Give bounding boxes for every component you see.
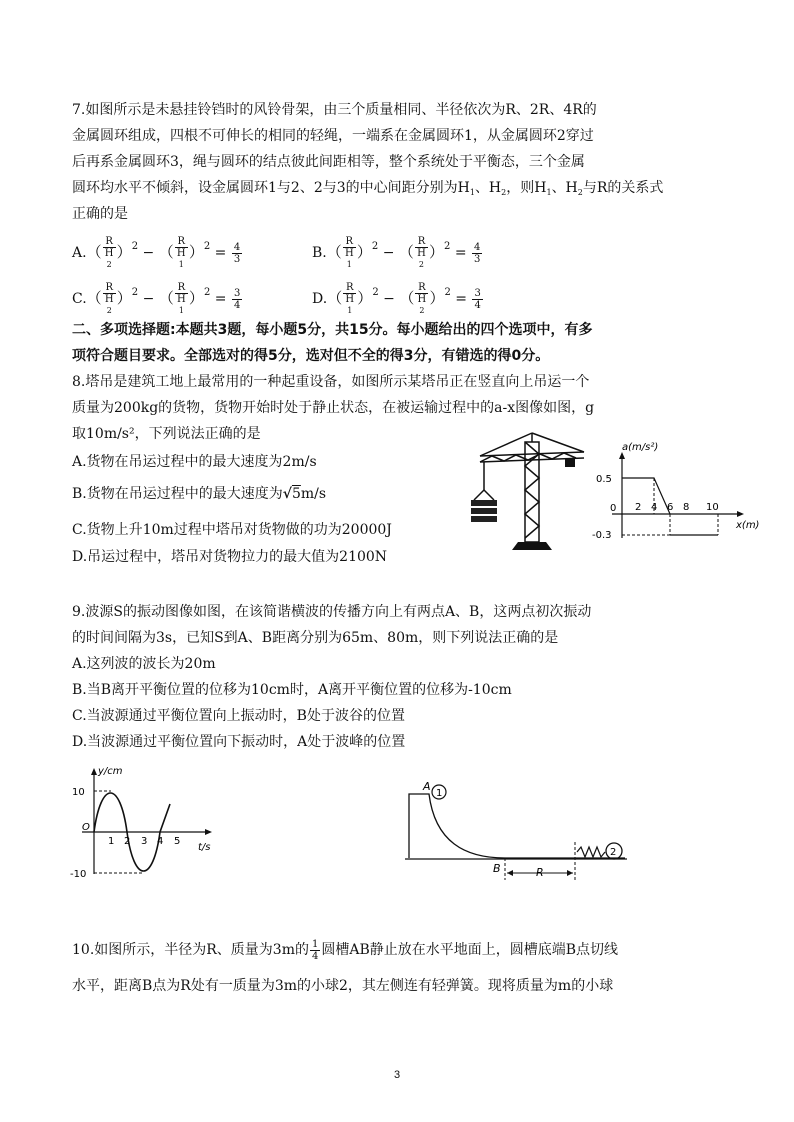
tower-crane-figure bbox=[462, 430, 587, 555]
graph-xlabel: x(m) bbox=[736, 520, 760, 531]
q10-line-2: 水平，距离B点为R处有一质量为3m的小球2，其左侧连有轻弹簧。现将质量为m的小球 bbox=[72, 978, 614, 994]
vibration-x-tick: 5 bbox=[174, 836, 181, 847]
point-b-label: B bbox=[493, 862, 501, 875]
vibration-x-tick: 4 bbox=[157, 836, 164, 847]
vibration-graph bbox=[68, 762, 228, 882]
q10-line-1: 10.如图所示，半径为R、质量为3m的 $\frac{1}{4}$ 圆槽AB静止放在水平地面上，圆槽底端B点切线 bbox=[72, 938, 619, 962]
distance-r-label: R bbox=[536, 866, 544, 879]
q7-line-2: 金属圆环组成，四根不可伸长的相同的轻绳，一端系在金属圆环1，从金属圆环2穿过 bbox=[72, 128, 594, 144]
q7-line-5: 正确的是 bbox=[72, 206, 128, 222]
vibration-origin: O bbox=[82, 822, 90, 833]
q7-option-d[interactable]: D.（ R H 1 ）$^2$ − （ R H 2 ）$^2$ = $\frac{3}{4}$ bbox=[312, 282, 481, 315]
q8-line-2: 质量为200kg的货物，货物开始时处于静止状态，在被运输过程中的a-x图像如图，g bbox=[72, 400, 595, 416]
page-number: 3 bbox=[393, 1069, 401, 1081]
q9-option-d[interactable]: D.当波源通过平衡位置向下振动时，A处于波峰的位置 bbox=[72, 734, 406, 750]
section-2-heading-cont: 项符合题目要求。全部选对的得5分，选对但不全的得3分，有错选的得0分。 bbox=[72, 348, 550, 364]
ball-2-label: 2 bbox=[610, 847, 617, 858]
graph-x-tick: 10 bbox=[706, 502, 719, 513]
q9-option-c[interactable]: C.当波源通过平衡位置向上振动时，B处于波谷的位置 bbox=[72, 708, 405, 724]
q7-option-b[interactable]: B.（ R H 1 ）$^2$ − （ R H 2 ）$^2$ = $\frac{4}{3}$ bbox=[312, 236, 481, 269]
a-x-graph bbox=[590, 438, 760, 548]
q8-option-c[interactable]: C.货物上升10m过程中塔吊对货物做的功为20000J bbox=[72, 522, 392, 538]
graph-y-tick: -0.3 bbox=[592, 530, 612, 541]
graph-x-tick: 2 bbox=[635, 502, 642, 513]
q8-line-3: 取10m/s²，下列说法正确的是 bbox=[72, 426, 261, 442]
graph-x-tick: 6 bbox=[667, 502, 674, 513]
q7-option-c[interactable]: C.（ R H 2 ）$^2$ − （ R H 1 ）$^2$ = $\frac{3}{4}$ bbox=[72, 282, 241, 315]
graph-y-tick: 0.5 bbox=[596, 474, 612, 485]
vibration-y-tick: -10 bbox=[70, 869, 87, 880]
q9-line-1: 9.波源S的振动图像如图，在该简谐横波的传播方向上有两点A、B，这两点初次振动 bbox=[72, 604, 592, 620]
q8-option-b[interactable]: B.货物在吊运过程中的最大速度为√5m/s bbox=[72, 486, 327, 502]
q7-line-3: 后再系金属圆环3，绳与圆环的结点彼此间距相等，整个系统处于平衡态，三个金属 bbox=[72, 154, 585, 170]
q8-option-d[interactable]: D.吊运过程中，塔吊对货物拉力的最大值为2100N bbox=[72, 549, 388, 565]
graph-x-tick: 8 bbox=[683, 502, 690, 513]
section-2-heading: 二、多项选择题:本题共3题，每小题5分，共15分。每小题给出的四个选项中，有多 bbox=[72, 322, 593, 338]
q7-line-1: 7.如图所示是未悬挂铃铛时的风铃骨架，由三个质量相同、半径依次为R、2R、4R的 bbox=[72, 102, 597, 118]
q9-line-2: 的时间间隔为3s，已知S到A、B距离分别为65m、80m，则下列说法正确的是 bbox=[72, 630, 559, 646]
groove-spring-figure bbox=[405, 772, 630, 884]
graph-x-tick: 4 bbox=[651, 502, 658, 513]
q9-option-a[interactable]: A.这列波的波长为20m bbox=[72, 656, 216, 672]
vibration-y-tick: 10 bbox=[72, 787, 85, 798]
q8-line-1: 8.塔吊是建筑工地上最常用的一种起重设备，如图所示某塔吊正在竖直向上吊运一个 bbox=[72, 374, 590, 390]
ball-1-label: 1 bbox=[436, 788, 443, 799]
point-a-label: A bbox=[423, 780, 431, 793]
vibration-x-tick: 3 bbox=[141, 836, 148, 847]
vibration-x-tick: 1 bbox=[108, 836, 115, 847]
q8-option-a[interactable]: A.货物在吊运过程中的最大速度为2m/s bbox=[72, 454, 317, 470]
graph-y-tick: 0 bbox=[610, 503, 617, 514]
graph-ylabel: a(m/s²) bbox=[622, 442, 659, 453]
vibration-xlabel: t/s bbox=[198, 842, 211, 853]
q7-line-4: 圆环均水平不倾斜，设金属圆环1与2、2与3的中心间距分别为$H_1$、$H_2$，则$H_1$、$H_2$与R的关系式 bbox=[72, 180, 664, 197]
q9-option-b[interactable]: B.当B离开平衡位置的位移为10cm时，A离开平衡位置的位移为-10cm bbox=[72, 682, 512, 698]
vibration-ylabel: y/cm bbox=[98, 766, 123, 777]
q7-option-a[interactable]: A.（ R H 2 ）$^2$ − （ R H 1 ）$^2$ = $\frac{4}{3}$ bbox=[72, 236, 241, 269]
vibration-x-tick: 2 bbox=[124, 836, 131, 847]
